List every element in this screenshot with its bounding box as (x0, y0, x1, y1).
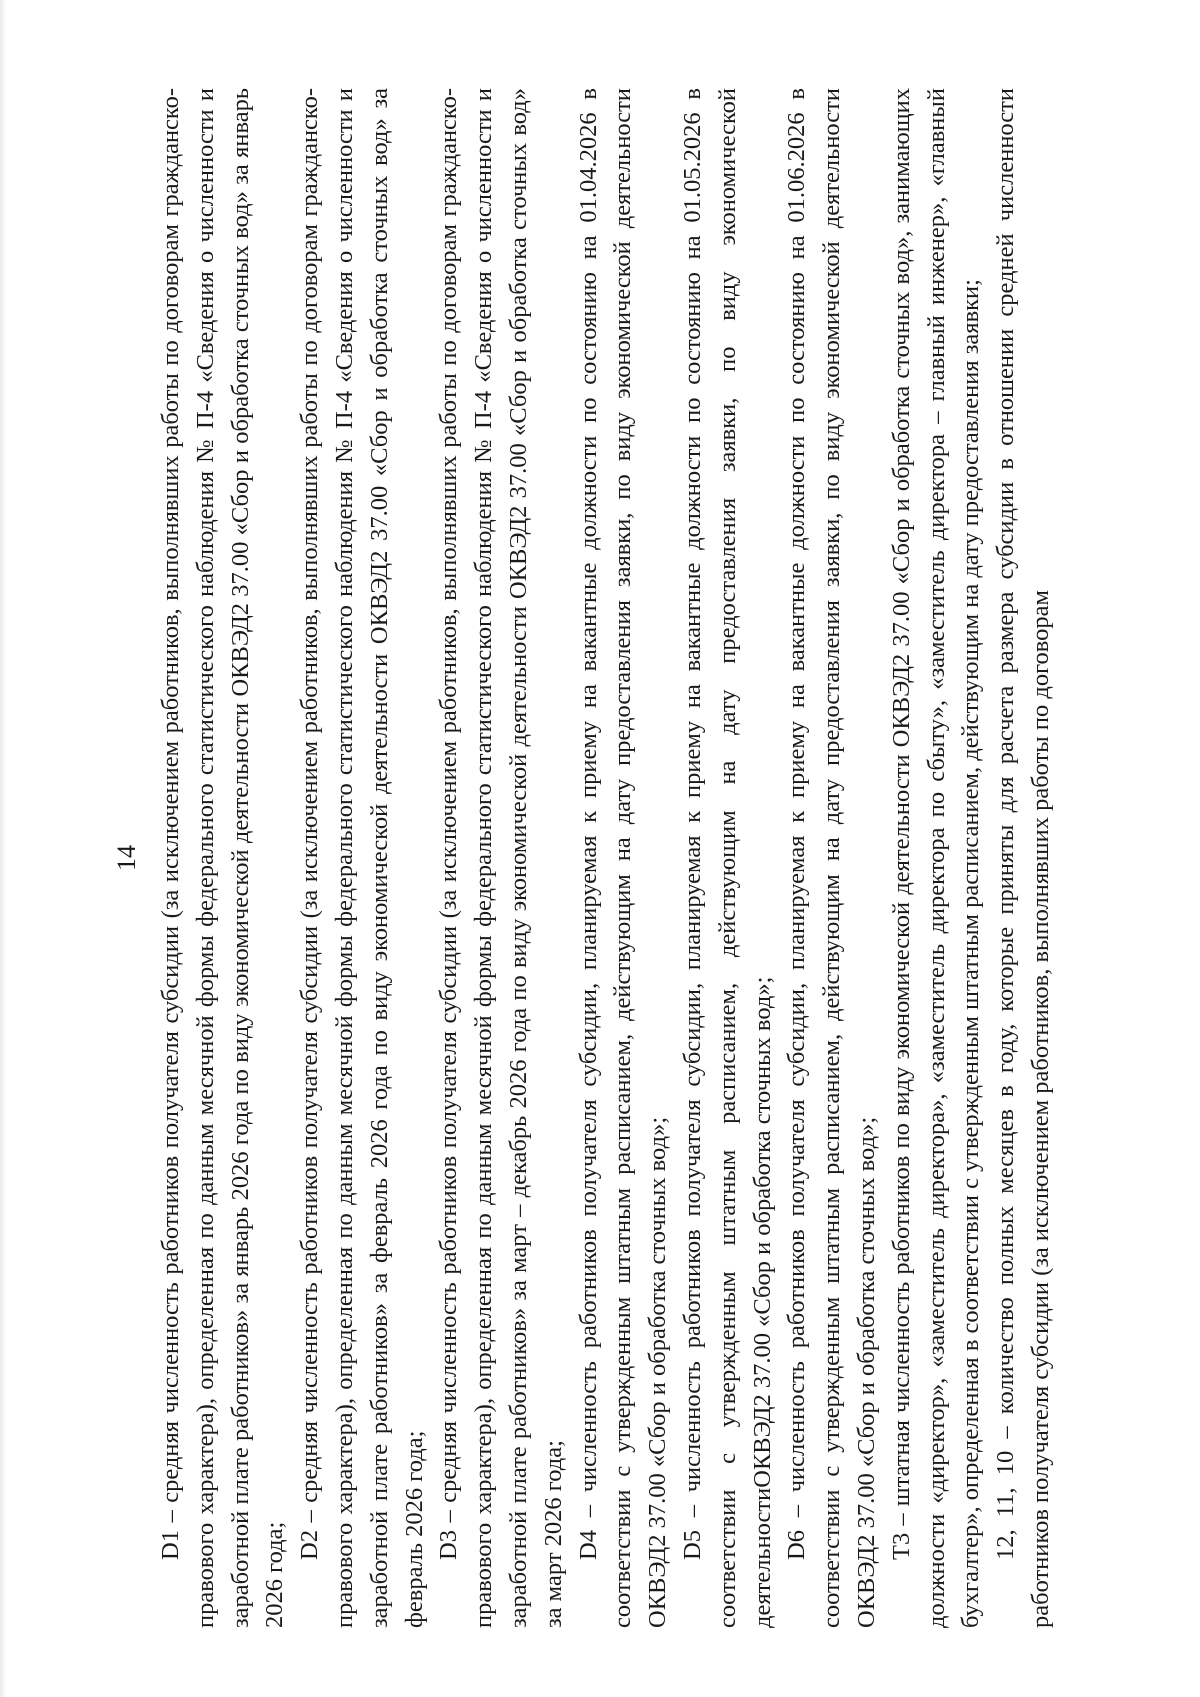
document-body (154, 88, 1059, 1628)
paragraph-d4: D4 – численность работников получателя субсидии, планируемая к приему на вакантные должности по состоянию на 01.04.2026 в соответствии с утвержденным штатным расписанием, действующим на дату предоставления заявки, по виду экономической деятельности ОКВЭД2 37.00 «Сбор и обработка сточных вод»; (574, 88, 672, 1628)
rotated-page (110, 88, 1150, 1628)
paragraph-d2: D2 – средняя численность работников получателя субсидии (за исключением работников, выполнявших работы по договорам гражданско-правового характера), определенная по данным месячной формы федерального статистического наблюдения № П-4 «Сведения о численности и заработной плате работников» за февраль 2026 года по виду экономической деятельности ОКВЭД2 37.00 «Сбор и обработка сточных вод» за февраль 2026 года; (296, 88, 428, 1628)
scan-edge-shadow (0, 0, 6, 1697)
paragraph-d1: D1 – средняя численность работников получателя субсидии (за исключением работников, выполнявших работы по договорам гражданско-правового характера), определенная по данным месячной формы федерального статистического наблюдения № П-4 «Сведения о численности и заработной плате работников» за январь 2026 года по виду экономической деятельности ОКВЭД2 37.00 «Сбор и обработка сточных вод» за январь 2026 года; (157, 88, 289, 1628)
paragraph-months: 12, 11, 10 – количество полных месяцев в году, которые приняты для расчета размера субсидии в отношении средней численности работников получателя субсидии (за исключением работников, выполнявших работы по договорам (992, 88, 1054, 1628)
paragraph-t3: Т3 – штатная численность работников по виду экономической деятельности ОКВЭД2 37.00 «Сбор и обработка сточных вод», занимающих должности «директор», «заместитель директора», «заместитель директора по сбыту», «заместитель директора – главный инженер», «главный бухгалтер», определенная в соответствии с утвержденным штатным расписанием, действующим на дату предоставления заявки; (887, 88, 985, 1628)
paragraph-d3: D3 – средняя численность работников получателя субсидии (за исключением работников, выполнявших работы по договорам гражданско-правового характера), определенная по данным месячной формы федерального статистического наблюдения № П-4 «Сведения о численности и заработной плате работников» за март – декабрь 2026 года по виду экономической деятельности ОКВЭД2 37.00 «Сбор и обработка сточных вод» за март 2026 года; (435, 88, 567, 1628)
paragraph-d6: D6 – численность работников получателя субсидии, планируемая к приему на вакантные должности по состоянию на 01.06.2026 в соответствии с утвержденным штатным расписанием, действующим на дату предоставления заявки, по виду экономической деятельности ОКВЭД2 37.00 «Сбор и обработка сточных вод»; (783, 88, 880, 1628)
page-number: 14 (112, 845, 141, 871)
paragraph-d5: D5 – численность работников получателя субсидии, планируемая к приему на вакантные должности по состоянию на 01.05.2026 в соответствии с утвержденным штатным расписанием, действующим на дату предоставления заявки, по виду экономической деятельностиОКВЭД2 37.00 «Сбор и обработка сточных вод»; (678, 88, 776, 1628)
